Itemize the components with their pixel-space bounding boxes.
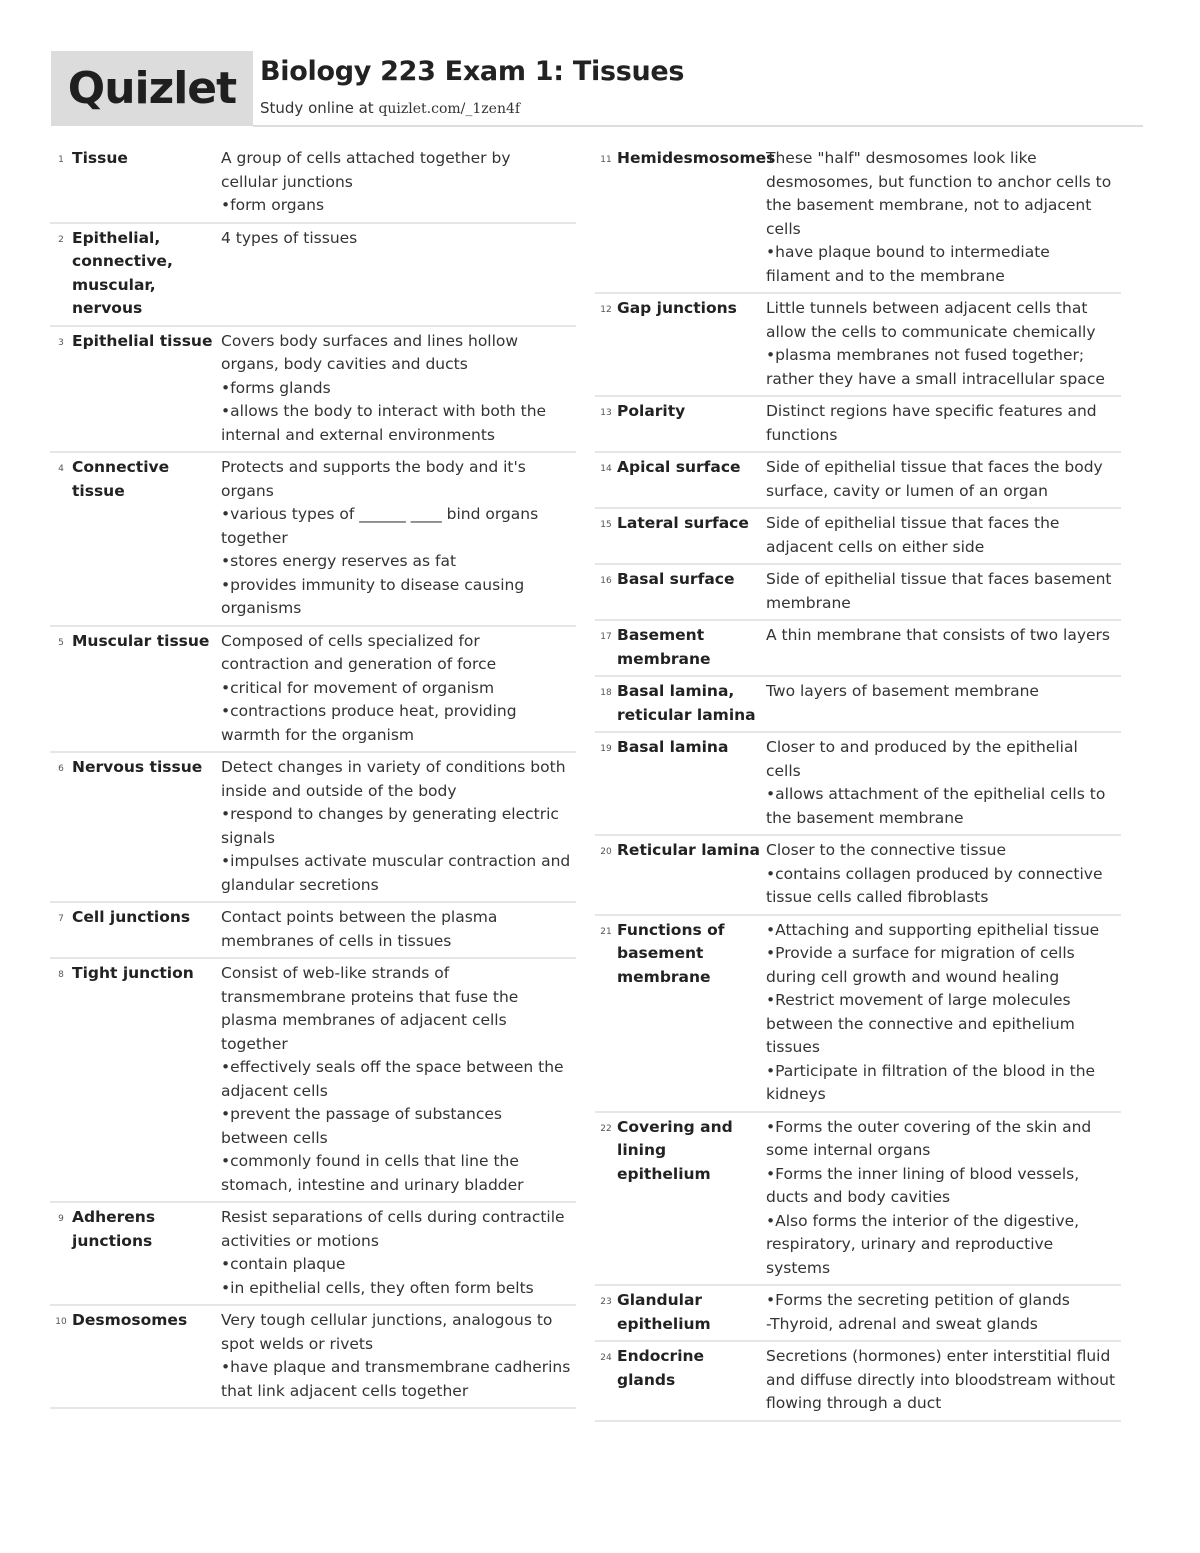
card-number: 23 (600, 1297, 612, 1307)
definition-line: •Forms the outer covering of the skin and some internal organs (766, 1117, 1092, 1159)
card-term: Basal surface (617, 570, 735, 588)
definition-line: •critical for movement of organism (221, 678, 495, 697)
card-number: 19 (600, 744, 612, 754)
card-definition (221, 906, 576, 953)
card-definition (221, 962, 576, 1197)
study-url-link[interactable]: quizlet.com/_1zen4f (378, 101, 521, 117)
flashcard-row (595, 733, 1121, 836)
card-definition (766, 919, 1121, 1107)
card-term: Basement membrane (617, 626, 711, 668)
card-definition (221, 147, 576, 218)
card-term: Hemidesmosomes (617, 149, 776, 167)
card-number: 6 (58, 764, 64, 774)
definition-line: •in epithelial cells, they often form belts (221, 1278, 534, 1297)
card-term: Cell junctions (72, 908, 191, 926)
definition-line: •have plaque and transmembrane cadherins that link adjacent cells together (221, 1358, 571, 1400)
flashcard-row (595, 294, 1121, 397)
logo-text: Quizlet (67, 63, 237, 114)
card-definition (766, 680, 1121, 727)
flashcard-row (595, 677, 1121, 733)
card-number: 10 (55, 1317, 67, 1327)
card-term: Muscular tissue (72, 631, 210, 650)
flashcard-row (50, 327, 576, 454)
definition-line: A thin membrane that consists of two layers (766, 626, 1110, 644)
card-definition (766, 1289, 1121, 1336)
card-number: 18 (600, 688, 612, 698)
card-term: Epithelial, connective, muscular, nervous (72, 228, 173, 317)
card-definition (766, 839, 1121, 910)
card-number: 17 (600, 632, 612, 642)
right-column (595, 144, 1121, 1422)
flashcard-row (50, 453, 576, 627)
study-online-line (260, 99, 520, 117)
definition-line: Side of epithelial tissue that faces the adjacent cells on either side (766, 514, 1060, 556)
card-definition (766, 512, 1121, 559)
flashcard-row (595, 397, 1121, 453)
card-number: 3 (58, 337, 64, 348)
card-term: Gap junctions (617, 299, 737, 317)
card-number: 7 (58, 914, 64, 924)
definition-line: Side of epithelial tissue that faces basement membrane (766, 570, 1112, 612)
flashcard-row (50, 1306, 576, 1409)
definition-line: •contractions produce heat, providing warmth for the organism (221, 702, 517, 744)
flashcard-row (595, 144, 1121, 294)
card-definition (221, 227, 576, 321)
flashcard-row (50, 753, 576, 903)
definition-line: Little tunnels between adjacent cells that allow the cells to communicate chemically (766, 299, 1096, 341)
card-term: Tight junction (72, 964, 194, 982)
card-number: 14 (600, 464, 612, 474)
card-term: Nervous tissue (72, 758, 203, 776)
flashcard-row (50, 224, 576, 327)
card-definition (766, 456, 1121, 503)
definition-line: •commonly found in cells that line the stomach, intestine and urinary bladder (221, 1152, 524, 1194)
card-definition (766, 624, 1121, 671)
definition-line: Distinct regions have specific features and functions (766, 402, 1097, 444)
card-term: Tissue (72, 149, 128, 167)
card-definition (221, 630, 576, 748)
definition-line: •provides immunity to disease causing organisms (221, 575, 525, 617)
flashcard-row (50, 903, 576, 959)
card-definition (221, 756, 576, 897)
flashcard-row (595, 1113, 1121, 1287)
definition-line: Protects and supports the body and it's organs (221, 458, 526, 500)
flashcard-row (595, 1342, 1121, 1422)
card-definition (221, 456, 576, 621)
definition-line: •Restrict movement of large molecules between the connective and epithelium tissues (766, 991, 1075, 1056)
definition-line: •have plaque bound to intermediate filament and to the membrane (766, 243, 1050, 285)
card-term: Desmosomes (72, 1311, 188, 1329)
definition-line: •impulses activate muscular contraction and glandular secretions (221, 852, 571, 894)
definition-line: •Forms the inner lining of blood vessels, ducts and body cavities (766, 1164, 1080, 1206)
card-term: Covering and lining epithelium (617, 1117, 733, 1183)
card-number: 1 (58, 155, 64, 165)
definition-line: Secretions (hormones) enter interstitial fluid and diffuse directly into bloodstream without flowing through a duct (766, 1347, 1116, 1412)
definition-line: A group of cells attached together by cellular junctions (221, 149, 511, 191)
definition-line: Consist of web-like strands of transmembrane proteins that fuse the plasma membranes of adjacent cells together (221, 964, 519, 1053)
card-number: 20 (600, 847, 612, 857)
definition-line: Two layers of basement membrane (766, 682, 1039, 700)
card-definition (766, 1116, 1121, 1281)
card-number: 21 (600, 926, 612, 937)
definition-line: •stores energy reserves as fat (221, 552, 457, 570)
definition-line: Detect changes in variety of conditions both inside and outside of the body (221, 758, 566, 800)
definition-line: Closer to and produced by the epithelial cells (766, 738, 1078, 780)
card-term: Adherens junctions (72, 1208, 156, 1250)
definition-line: •plasma membranes not fused together; rather they have a small intracellular space (766, 346, 1105, 388)
card-definition (221, 330, 576, 448)
definition-line: •effectively seals off the space between the adjacent cells (221, 1058, 564, 1100)
definition-line: •various types of ______ ____ bind organs together (221, 505, 539, 547)
definition-line: Closer to the connective tissue (766, 841, 1007, 859)
definition-line: •Participate in filtration of the blood in the kidneys (766, 1061, 1096, 1103)
flashcard-row (50, 1203, 576, 1306)
card-term: Reticular lamina (617, 841, 760, 859)
card-term: Connective tissue (72, 458, 170, 500)
flashcard-row (595, 916, 1121, 1113)
card-term: Functions of basement membrane (617, 920, 725, 986)
quizlet-logo (51, 51, 253, 126)
card-term: Glandular epithelium (617, 1291, 711, 1333)
card-number: 8 (58, 970, 64, 980)
card-definition (766, 568, 1121, 615)
definition-line: •forms glands (221, 378, 331, 397)
card-number: 4 (58, 464, 64, 474)
definition-line: These "half" desmosomes look like desmosomes, but function to anchor cells to the basement membrane, not to adjacent cells (766, 149, 1112, 238)
card-term: Epithelial tissue (72, 331, 213, 350)
definition-line: •allows attachment of the epithelial cells to the basement membrane (766, 785, 1106, 827)
card-definition (766, 400, 1121, 447)
definition-line: •Also forms the interior of the digestive, respiratory, urinary and reproductive systems (766, 1211, 1080, 1277)
definition-line: Covers body surfaces and lines hollow organs, body cavities and ducts (221, 331, 519, 373)
definition-line: •form organs (221, 196, 325, 214)
left-column (50, 144, 576, 1409)
definition-line: Resist separations of cells during contractile activities or motions (221, 1208, 565, 1250)
flashcard-row (595, 1286, 1121, 1342)
flashcard-row (50, 144, 576, 224)
card-definition (766, 297, 1121, 391)
card-number: 9 (58, 1214, 64, 1224)
card-term: Apical surface (617, 458, 741, 476)
card-term: Basal lamina (617, 738, 729, 756)
card-definition (766, 1345, 1121, 1416)
card-definition (766, 736, 1121, 830)
flashcard-row (595, 565, 1121, 621)
card-term: Lateral surface (617, 514, 749, 532)
definition-line: 4 types of tissues (221, 228, 358, 247)
card-definition (766, 147, 1121, 288)
definition-line: •Forms the secreting petition of glands (766, 1291, 1070, 1309)
card-number: 2 (58, 234, 64, 245)
card-number: 16 (600, 576, 612, 586)
page-title: Biology 223 Exam 1: Tissues (260, 56, 685, 87)
card-number: 15 (600, 520, 612, 530)
definition-line: Composed of cells specialized for contraction and generation of force (221, 631, 497, 673)
definition-line: Very tough cellular junctions, analogous to spot welds or rivets (221, 1311, 553, 1353)
definition-line: •Attaching and supporting epithelial tissue (766, 920, 1100, 939)
definition-line: -Thyroid, adrenal and sweat glands (766, 1314, 1038, 1333)
card-term: Polarity (617, 402, 686, 420)
card-definition (221, 1206, 576, 1300)
card-number: 22 (600, 1123, 612, 1134)
definition-line: •Provide a surface for migration of cells during cell growth and wound healing (766, 944, 1075, 986)
flashcard-row (595, 836, 1121, 916)
card-number: 12 (600, 305, 612, 315)
definition-line: Side of epithelial tissue that faces the body surface, cavity or lumen of an organ (766, 458, 1103, 500)
card-number: 5 (58, 637, 64, 648)
subtitle-prefix: Study online at (260, 99, 379, 117)
card-number: 13 (600, 408, 612, 418)
definition-line: Contact points between the plasma membranes of cells in tissues (221, 908, 498, 950)
card-term: Basal lamina, reticular lamina (617, 682, 756, 724)
flashcard-row (595, 509, 1121, 565)
definition-line: •prevent the passage of substances between cells (221, 1105, 502, 1147)
flashcard-row (50, 959, 576, 1203)
definition-line: •contain plaque (221, 1255, 346, 1273)
definition-line: •contains collagen produced by connective tissue cells called fibroblasts (766, 864, 1103, 906)
definition-line: •respond to changes by generating electric signals (221, 805, 559, 847)
definition-line: •allows the body to interact with both the internal and external environments (221, 402, 547, 444)
card-number: 11 (600, 155, 612, 165)
flashcard-row (595, 453, 1121, 509)
header-divider (253, 125, 1143, 127)
card-definition (221, 1309, 576, 1403)
flashcard-row (50, 627, 576, 754)
card-term: Endocrine glands (617, 1347, 705, 1389)
flashcard-row (595, 621, 1121, 677)
card-number: 24 (600, 1353, 612, 1363)
